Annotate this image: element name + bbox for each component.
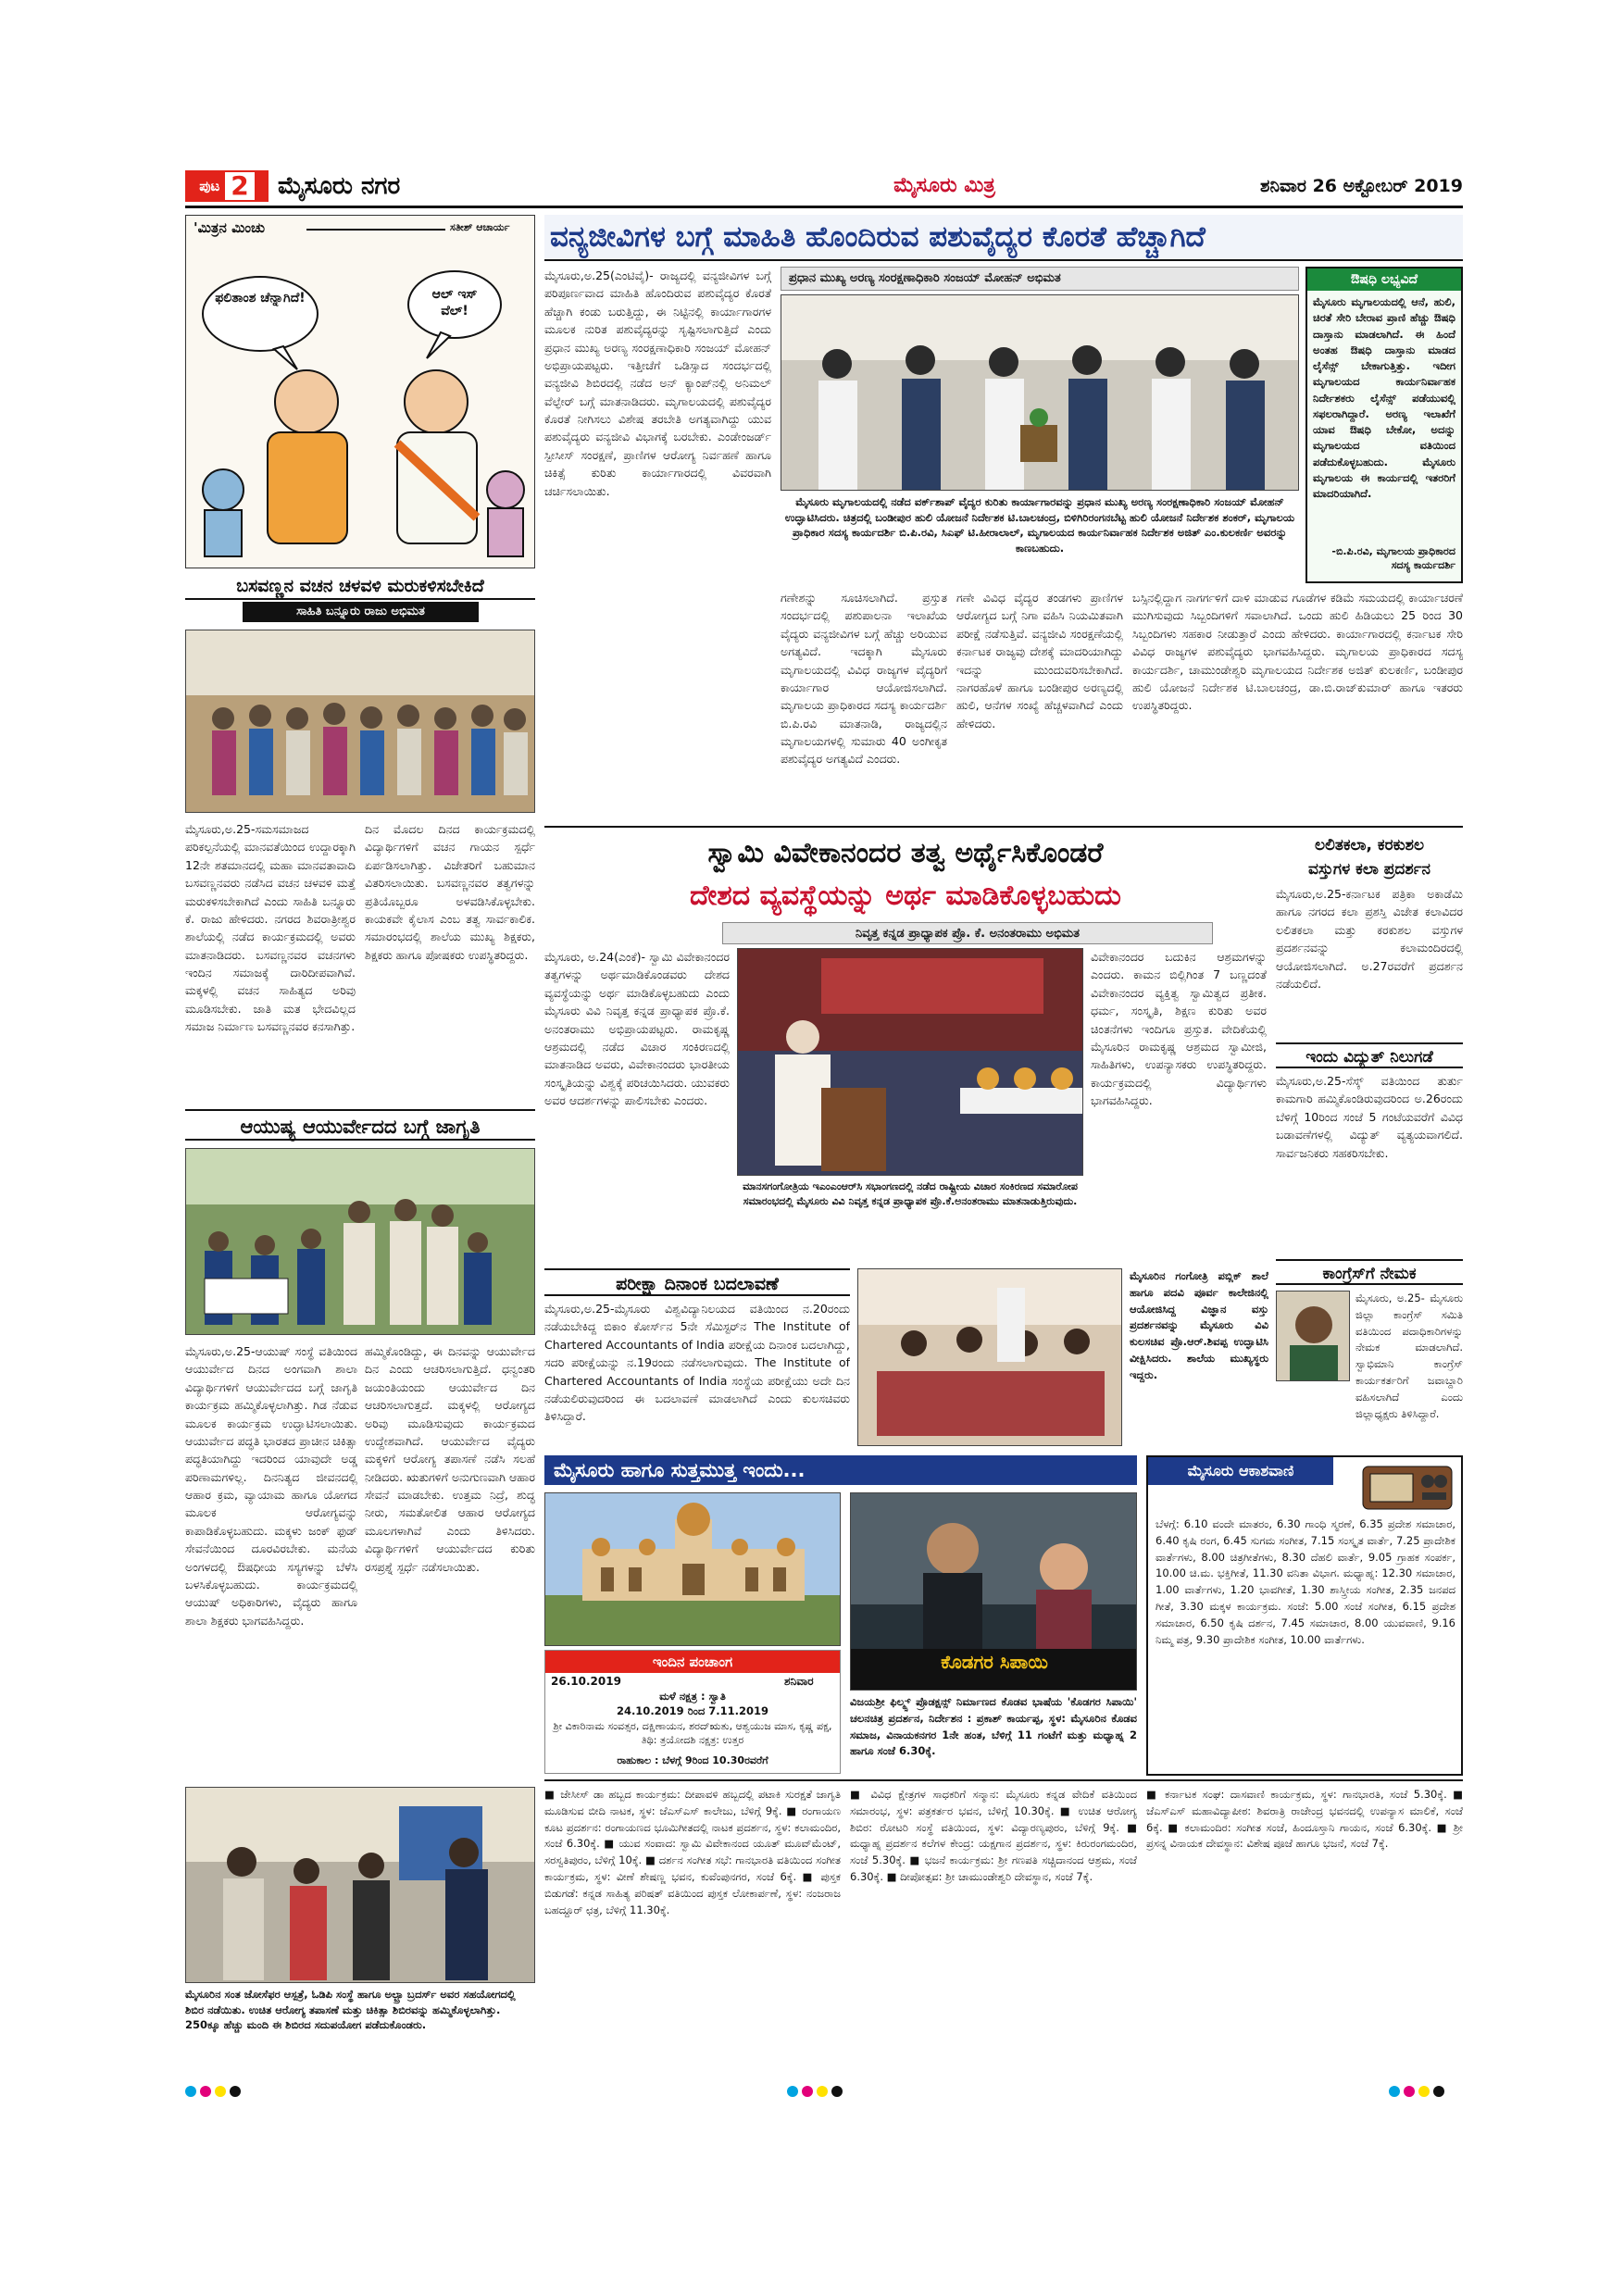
- exam-body: ಮೈಸೂರು,ಅ.25-ಮೈಸೂರು ವಿಶ್ವವಿದ್ಯಾನಿಲಯದ ವತಿಯಿಂದ ನ.20ರಂದು ನಡೆಯಬೇಕಿದ್ದ ಬಿಕಾಂ ಕೋರ್ಸ್‌ನ 5ನೇ ಸೆಮಿಸ್ಟರ್‌ನ The Institute of Chartered Accountants of India ಪರೀಕ್ಷೆಯ ದಿನಾಂಕ ಬದಲಾಗಿದ್ದು, ಸದರಿ ಪರೀಕ್ಷೆಯನ್ನು ನ.19ರಂದು ನಡೆಸಲಾಗುವುದು. The Institute of Chartered Accountants of India ಸಂಸ್ಥೆಯ ಪರೀಕ್ಷೆಯು ಅದೇ ದಿನ ನಡೆಯಲಿರುವುದರಿಂದ ಈ ಬದಲಾವಣೆ ಮಾಡಲಾಗಿದೆ ಎಂದು ಕುಲಸಚಿವರು ತಿಳಿಸಿದ್ದಾರೆ.: [544, 1302, 850, 1424]
- congress-headline: ಕಾಂಗ್ರೆಸ್‌ಗೆ ನೇಮಕ: [1276, 1259, 1463, 1285]
- registration-dots-left: [185, 2083, 259, 2096]
- lead-body-3: ಗಣೇ ವಿವಿಧ ವೈದ್ಯರ ತಂಡಗಳು ಪ್ರಾಣಿಗಳ ಆರೋಗ್ಯದ ಬಗ್ಗೆ ನಿಗಾ ವಹಿಸಿ ನಿಯಮಿತವಾಗಿ ಪರೀಕ್ಷೆ ನಡೆಸುತ್ತಿವೆ. ವನ್ಯಜೀವಿ ಸಂರಕ್ಷಣೆಯಲ್ಲಿ ಕರ್ನಾಟಕ ರಾಜ್ಯವು ದೇಶಕ್ಕೆ ಮಾದರಿಯಾಗಿದ್ದು ಇದನ್ನು ಮುಂದುವರಿಸಬೇಕಾಗಿದೆ. ನಾಗರಹೊಳೆ ಹಾಗೂ ಬಂಡೀಪುರ ಅರಣ್ಯದಲ್ಲಿ ಹುಲಿ, ಆನೆಗಳ ಸಂಖ್ಯೆ ಹೆಚ್ಚಳವಾಗಿದೆ ಎಂದು ಹೇಳಿದರು.: [956, 591, 1123, 730]
- medicine-box: [1305, 267, 1463, 583]
- vivekananda-headline-1: ಸ್ವಾಮಿ ವಿವೇಕಾನಂದರ ತತ್ವ ಅರ್ಥೈಸಿಕೊಂಡರೆ: [707, 837, 1104, 869]
- page-label: ಪುಟ: [199, 178, 220, 194]
- cartoon-bubble-right: ಆಲ್ ಇಸ್ ವೆಲ್!: [431, 287, 478, 319]
- lead-photo: [781, 294, 1299, 491]
- vivekananda-body-1: ಮೈಸೂರು, ಅ.24(ಎಂಕೆ)- ಸ್ವಾಮಿ ವಿವೇಕಾನಂದರ ತತ್ವಗಳನ್ನು ಅರ್ಥಮಾಡಿಕೊಂಡವರು ದೇಶದ ವ್ಯವಸ್ಥೆಯನ್ನು ಅರ್ಥ ಮಾಡಿಕೊಳ್ಳಬಹುದು ಎಂದು ಮೈಸೂರು ವಿವಿ ನಿವೃತ್ತ ಕನ್ನಡ ಪ್ರಾಧ್ಯಾಪಕ ಪ್ರೊ.ಕೆ. ಅನಂತರಾಮು ಅಭಿಪ್ರಾಯಪಟ್ಟರು. ರಾಮಕೃಷ್ಣ ಆಶ್ರಮದಲ್ಲಿ ನಡೆದ ವಿಚಾರ ಸಂಕಿರಣದಲ್ಲಿ ಮಾತನಾಡಿದ ಅವರು, ವಿವೇಕಾನಂದರು ಭಾರತೀಯ ಸಂಸ್ಕೃತಿಯನ್ನು ವಿಶ್ವಕ್ಕೆ ಪರಿಚಯಿಸಿದರು. ಯುವಕರು ಅವರ ಆದರ್ಶಗಳನ್ನು ಪಾಲಿಸಬೇಕು ಎಂದರು.: [544, 950, 730, 1107]
- today-banner: ಮೈಸೂರು ಹಾಗೂ ಸುತ್ತಮುತ್ತ ಇಂದು...: [544, 1455, 1137, 1485]
- group-photo-illustration: [186, 630, 535, 813]
- palace-photo: [544, 1492, 841, 1646]
- today-events-rule: [544, 1779, 1463, 1781]
- vivekananda-body-2: ವಿವೇಕಾನಂದರ ಬದುಕಿನ ಆಶ್ರಮಗಳನ್ನು ಎಂದರು. ಕಾಮನ ಬಿಲ್ಲಿಗಿಂತ 7 ಬಣ್ಣದಂತೆ ವಿವೇಕಾನಂದರ ವ್ಯಕ್ತಿತ್ವ ಸ್ವಾಮಿತ್ವದ ಪ್ರತೀಕ. ಧರ್ಮ, ಸಂಸ್ಕೃತಿ, ಶಿಕ್ಷಣ ಕುರಿತು ಅವರ ಚಿಂತನೆಗಳು ಇಂದಿಗೂ ಪ್ರಸ್ತುತ. ವೇದಿಕೆಯಲ್ಲಿ ಮೈಸೂರಿನ ರಾಮಕೃಷ್ಣ ಆಶ್ರಮದ ಸ್ವಾಮೀಜಿ, ಸಾಹಿತಿಗಳು, ಉಪನ್ಯಾಸಕರು ಉಪಸ್ಥಿತರಿದ್ದರು. ಕಾರ್ಯಕ್ರಮದಲ್ಲಿ ವಿದ್ಯಾರ್ಥಿಗಳು ಭಾಗವಹಿಸಿದ್ದರು.: [1091, 950, 1267, 1107]
- basavanna-photo: [185, 630, 535, 813]
- lead-body-4: ಬಸ್ಸಿನಲ್ಲಿದ್ದಾಗ ನಾಗರ್ಗಳಿಗೆ ದಾಳಿ ಮಾಡುವ ಗೂಡೆಗಳ ಕಡಿಮೆ ಸಮಯದಲ್ಲಿ ಕಾರ್ಯಾಚರಣೆ ಮುಗಿಸುವುದು ಸಿಬ್ಬಂದಿಗಳಿಗೆ ಸವಾಲಾಗಿದೆ. ಒಂದು ಹುಲಿ ಹಿಡಿಯಲು 25 ರಿಂದ 30 ಸಿಬ್ಬಂದಿಗಳು ಸಹಕಾರ ನೀಡುತ್ತಾರೆ ಎಂದು ಹೇಳಿದರು. ಕಾರ್ಯಾಗಾರದಲ್ಲಿ ಕರ್ನಾಟಕ ಸೇರಿ ವಿವಿಧ ರಾಜ್ಯಗಳ ಪಶುವೈದ್ಯರು ಭಾಗವಹಿಸಿದ್ದರು. ಮೃಗಾಲಯ ಪ್ರಾಧಿಕಾರದ ಸದಸ್ಯ ಕಾರ್ಯದರ್ಶಿ, ಚಾಮುಂಡೇಶ್ವರಿ ಮೃಗಾಲಯದ ನಿರ್ದೇಶಕ ಅಜಿತ್ ಕುಲಕರ್ಣಿ, ಬಂಡೀಪುರ ಹುಲಿ ಯೋಜನೆ ನಿರ್ದೇಶಕ ಟಿ.ಬಾಲಚಂದ್ರ, ಡಾ.ಬಿ.ರಾಜ್‌ಕುಮಾರ್ ಹಾಗೂ ಇತರರು ಉಪಸ್ಥಿತರಿದ್ದರು.: [1132, 591, 1463, 713]
- power-cut-body: ಮೈಸೂರು,ಅ.25-ಸೆಸ್ಕ್ ವತಿಯಿಂದ ತುರ್ತು ಕಾಮಗಾರಿ ಹಮ್ಮಿಕೊಂಡಿರುವುದರಿಂದ ಅ.26ರಂದು ಬೆಳಿಗ್ಗೆ 10ರಿಂದ ಸಂಜೆ 5 ಗಂಟೆಯವರೆಗೆ ವಿವಿಧ ಬಡಾವಣೆಗಳಲ್ಲಿ ವಿದ್ಯುತ್ ವ್ಯತ್ಯಯವಾಗಲಿದೆ. ಸಾರ್ವಜನಿಕರು ಸಹಕರಿಸಬೇಕು.: [1276, 1074, 1463, 1160]
- page-header: [185, 168, 1463, 204]
- masthead-rule: [185, 206, 1463, 208]
- panchanga-line-3: ಶ್ರೀ ವಿಕಾರಿನಾಮ ಸಂವತ್ಸರ, ದಕ್ಷಿಣಾಯನ, ಶರದ್ಋತು, ಆಶ್ವಯುಜ ಮಾಸ, ಕೃಷ್ಣ ಪಕ್ಷ, ತಿಥಿ: ತ್ರಯೋದಶಿ ನಕ್ಷತ್ರ: ಉತ್ತರ: [553, 1720, 832, 1747]
- registration-dots-center: [787, 2083, 861, 2096]
- section-title: ಮೈಸೂರು ನಗರ: [278, 172, 401, 200]
- ayurveda-body-1: ಮೈಸೂರು,ಅ.25-ಆಯುಷ್ ಸಂಸ್ಥೆ ವತಿಯಿಂದ ಆಯುರ್ವೇದ ದಿನದ ಅಂಗವಾಗಿ ಶಾಲಾ ವಿದ್ಯಾರ್ಥಿಗಳಿಗೆ ಆಯುರ್ವೇದದ ಬಗ್ಗೆ ಜಾಗೃತಿ ಕಾರ್ಯಕ್ರಮ ಹಮ್ಮಿಕೊಳ್ಳಲಾಗಿತ್ತು. ಗಿಡ ನೆಡುವ ಮೂಲಕ ಕಾರ್ಯಕ್ರಮ ಉದ್ಘಾಟಿಸಲಾಯಿತು. ಆಯುರ್ವೇದ ಪದ್ಧತಿ ಭಾರತದ ಪ್ರಾಚೀನ ಚಿಕಿತ್ಸಾ ಪದ್ಧತಿಯಾಗಿದ್ದು ಇದರಿಂದ ಯಾವುದೇ ಅಡ್ಡ ಪರಿಣಾಮಗಳಿಲ್ಲ. ದಿನನಿತ್ಯದ ಜೀವನದಲ್ಲಿ ಆಹಾರ ಕ್ರಮ, ವ್ಯಾಯಾಮ ಹಾಗೂ ಯೋಗದ ಮೂಲಕ ಆರೋಗ್ಯವನ್ನು ಕಾಪಾಡಿಕೊಳ್ಳಬಹುದು. ಮಕ್ಕಳು ಜಂಕ್ ಫುಡ್ ಸೇವನೆಯಿಂದ ದೂರವಿರಬೇಕು. ಮನೆಯ ಅಂಗಳದಲ್ಲಿ ಔಷಧೀಯ ಸಸ್ಯಗಳನ್ನು ಬೆಳೆಸಿ ಬಳಸಿಕೊಳ್ಳಬಹುದು. ಕಾರ್ಯಕ್ರಮದಲ್ಲಿ ಆಯುಷ್ ಅಧಿಕಾರಿಗಳು, ವೈದ್ಯರು ಹಾಗೂ ಶಾಲಾ ಶಿಕ್ಷಕರು ಭಾಗವಹಿಸಿದ್ದರು.: [185, 1344, 357, 1628]
- lead-body-2: ಗಣೇಶನ್ನು ಸೂಚಿಸಲಾಗಿದೆ. ಪ್ರಸ್ತುತ ಸಂದರ್ಭದಲ್ಲಿ ಪಶುಪಾಲನಾ ಇಲಾಖೆಯ ವೈದ್ಯರು ವನ್ಯಜೀವಿಗಳ ಬಗ್ಗೆ ಹೆಚ್ಚು ಅರಿಯುವ ಅಗತ್ಯವಿದೆ. ಇದಕ್ಕಾಗಿ ಮೈಸೂರು ಮೃಗಾಲಯದಲ್ಲಿ ವಿವಿಧ ರಾಜ್ಯಗಳ ವೈದ್ಯರಿಗೆ ಕಾರ್ಯಾಗಾರ ಆಯೋಜಿಸಲಾಗಿದೆ. ಮೃಗಾಲಯ ಪ್ರಾಧಿಕಾರದ ಸದಸ್ಯ ಕಾರ್ಯದರ್ಶಿ ಬಿ.ಪಿ.ರವಿ ಮಾತನಾಡಿ, ರಾಜ್ಯದಲ್ಲಿನ ಮೃಗಾಲಯಗಳಲ್ಲಿ ಸುಮಾರು 40 ಅಂಗೀಕೃತ ಪಶುವೈದ್ಯರ ಅಗತ್ಯವಿದೆ ಎಂದರು.: [781, 591, 947, 767]
- lalitakala-headline-2: ವಸ್ತುಗಳ ಕಲಾ ಪ್ರದರ್ಶನ: [1308, 860, 1430, 879]
- panchanga-title: ಇಂದಿನ ಪಂಚಾಂಗ: [545, 1651, 840, 1673]
- medicine-box-title: ಔಷಧಿ ಲಭ್ಯವಿದೆ: [1307, 268, 1461, 291]
- lead-body-1: ಮೈಸೂರು,ಅ.25(ಎಂಟಿವೈ)- ರಾಜ್ಯದಲ್ಲಿ ವನ್ಯಜೀವಿಗಳ ಬಗ್ಗೆ ಪರಿಪೂರ್ಣವಾದ ಮಾಹಿತಿ ಹೊಂದಿರುವ ಪಶುವೈದ್ಯರ ಕೊರತೆ ಹೆಚ್ಚಾಗಿ ಕಂಡು ಬರುತ್ತಿದ್ದು, ಈ ನಿಟ್ಟಿನಲ್ಲಿ ಕಾರ್ಯಾಗಾರಗಳ ಮೂಲಕ ನುರಿತ ಪಶುವೈದ್ಯರನ್ನು ಸೃಷ್ಟಿಸಲಾಗುತ್ತಿದೆ ಎಂದು ಪ್ರಧಾನ ಮುಖ್ಯ ಅರಣ್ಯ ಸಂರಕ್ಷಣಾಧಿಕಾರಿ ಸಂಜಯ್ ಮೋಹನ್ ಅಭಿಪ್ರಾಯಪಟ್ಟರು. ಇತ್ತೀಚೆಗೆ ಒಡಿಸ್ಸಾದ ಸಂದರ್ಭದಲ್ಲಿ ವನ್ಯಜೀವಿ ಶಿಬಿರದಲ್ಲಿ ನಡೆದ ಅನ್ ಕ್ಯಾಂಪ್‌ನಲ್ಲಿ ಅನಿಮಲ್ ವೆಲ್ಫೇರ್ ಬಗ್ಗೆ ಮಾತನಾಡಿದರು. ಮೃಗಾಲಯದಲ್ಲಿ ಪಶುವೈದ್ಯರ ಕೊರತೆ ನೀಗಿಸಲು ವಿಶೇಷ ತರಬೇತಿ ಅಗತ್ಯವಾಗಿದ್ದು ಯುವ ಪಶುವೈದ್ಯರು ವನ್ಯಜೀವಿ ವಿಭಾಗಕ್ಕೆ ಬರಬೇಕು. ಎಂಡೇಂಜರ್ಡ್ ಸ್ಪೀಸೀಸ್ ಸಂರಕ್ಷಣೆ, ಪ್ರಾಣಿಗಳ ಆರೋಗ್ಯ ನಿರ್ವಹಣೆ ಹಾಗೂ ಚಿಕಿತ್ಸೆ ಕುರಿತು ಕಾರ್ಯಾಗಾರದಲ್ಲಿ ವಿವರವಾಗಿ ಚರ್ಚಿಸಲಾಯಿತು.: [544, 268, 771, 498]
- lead-photo-caption: ಮೈಸೂರು ಮೃಗಾಲಯದಲ್ಲಿ ನಡೆದ ವರ್ಕ್‌ಶಾಪ್ ವೈದ್ಯರ ಕುರಿತು ಕಾರ್ಯಾಗಾರವನ್ನು ಪ್ರಧಾನ ಮುಖ್ಯ ಅರಣ್ಯ ಸಂರಕ್ಷಣಾಧಿಕಾರಿ ಸಂಜಯ್ ಮೋಹನ್ ಉದ್ಘಾಟಿಸಿದರು. ಚಿತ್ರದಲ್ಲಿ ಬಂಡೀಪುರ ಹುಲಿ ಯೋಜನೆ ನಿರ್ದೇಶಕ ಟಿ.ಬಾಲಚಂದ್ರ, ಬಿಳಿಗಿರಿರಂಗನಬೆಟ್ಟ ಹುಲಿ ಯೋಜನೆ ನಿರ್ದೇಶಕ ಶಂಕರ್, ಮೃಗಾಲಯ ಪ್ರಾಧಿಕಾರ ಸದಸ್ಯ ಕಾರ್ಯದರ್ಶಿ ಬಿ.ಪಿ.ರವಿ, ಸಿಎಫ್ ಟಿ.ಹೀರಾಲಾಲ್, ಮೃಗಾಲಯದ ಕಾರ್ಯನಿರ್ವಾಹಕ ನಿರ್ದೇಶಕ ಅಜಿತ್ ಎಂ.ಕುಲಕರ್ಣಿ ಅವರನ್ನು ಕಾಣಬಹುದು.: [784, 495, 1295, 555]
- officials-lamp-illustration: [781, 295, 1299, 491]
- health-camp-photo: [185, 1787, 535, 1983]
- ayurveda-body-2: ಹಮ್ಮಿಕೊಂಡಿದ್ದು, ಈ ದಿನವನ್ನು ಆಯುರ್ವೇದ ದಿನ ಎಂದು ಆಚರಿಸಲಾಗುತ್ತಿದೆ. ಧನ್ವಂತರಿ ಜಯಂತಿಯಂದು ಆಯುರ್ವೇದ ದಿನ ಆಚರಿಸಲಾಗುತ್ತದೆ. ಮಕ್ಕಳಲ್ಲಿ ಆರೋಗ್ಯದ ಅರಿವು ಮೂಡಿಸುವುದು ಕಾರ್ಯಕ್ರಮದ ಉದ್ದೇಶವಾಗಿದೆ. ಆಯುರ್ವೇದ ವೈದ್ಯರು ಮಕ್ಕಳಿಗೆ ಆರೋಗ್ಯ ತಪಾಸಣೆ ನಡೆಸಿ ಸಲಹೆ ನೀಡಿದರು. ಋತುಗಳಿಗೆ ಅನುಗುಣವಾಗಿ ಆಹಾರ ಸೇವನೆ ಮಾಡಬೇಕು. ಉತ್ತಮ ನಿದ್ರೆ, ಶುದ್ಧ ನೀರು, ಸಮತೋಲಿತ ಆಹಾರ ಆರೋಗ್ಯದ ಮೂಲಗಳಾಗಿವೆ ಎಂದು ತಿಳಿಸಿದರು. ವಿದ್ಯಾರ್ಥಿಗಳಿಗೆ ಆಯುರ್ವೇದದ ಕುರಿತು ರಸಪ್ರಶ್ನೆ ಸ್ಪರ್ಧೆ ನಡೆಸಲಾಯಿತು.: [365, 1344, 535, 1574]
- power-cut-headline: ಇಂದು ವಿದ್ಯುತ್ ನಿಲುಗಡೆ: [1276, 1042, 1463, 1068]
- film-poster-title: ಕೊಡಗರ ಸಿಪಾಯಿ: [941, 1651, 1048, 1673]
- radio-box: [1146, 1455, 1463, 1776]
- events-column-3: ■ ಕರ್ನಾಟಕ ಸಂಘ: ದಾಸವಾಣಿ ಕಾರ್ಯಕ್ರಮ, ಸ್ಥಳ: ಗಾನಭಾರತಿ, ಸಂಜೆ 5.30ಕ್ಕೆ. ■ ಜೆಎಸ್ಎಸ್ ಮಹಾವಿದ್ಯಾಪೀಠ: ಶಿವರಾತ್ರಿ ರಾಜೇಂದ್ರ ಭವನದಲ್ಲಿ ಉಪನ್ಯಾಸ ಮಾಲಿಕೆ, ಸಂಜೆ 6ಕ್ಕೆ. ■ ಕಲಾಮಂದಿರ: ಸಂಗೀತ ಸಂಜೆ, ಹಿಂದೂಸ್ತಾನಿ ಗಾಯನ, ಸಂಜೆ 6.30ಕ್ಕೆ. ■ ಶ್ರೀ ಪ್ರಸನ್ನ ವಿನಾಯಕ ದೇವಸ್ಥಾನ: ವಿಶೇಷ ಪೂಜೆ ಹಾಗೂ ಭಜನೆ, ಸಂಜೆ 7ಕ್ಕೆ.: [1146, 1788, 1463, 1851]
- lalitakala-body: ಮೈಸೂರು,ಅ.25-ಕರ್ನಾಟಕ ಪತ್ರಿಕಾ ಅಕಾಡೆಮಿ ಹಾಗೂ ನಗರದ ಕಲಾ ಪ್ರಶಸ್ತಿ ವಿಜೇತ ಕಲಾವಿದರ ಲಲಿತಕಲಾ ಮತ್ತು ಕರಕುಶಲ ವಸ್ತುಗಳ ಪ್ರದರ್ಶನವನ್ನು ಕಲಾಮಂದಿರದಲ್ಲಿ ಆಯೋಜಿಸಲಾಗಿದೆ. ಅ.27ರವರೆಗೆ ಪ್ರದರ್ಶನ ನಡೆಯಲಿದೆ.: [1276, 887, 1463, 991]
- congress-body: ಮೈಸೂರು, ಅ.25- ಮೈಸೂರು ಜಿಲ್ಲಾ ಕಾಂಗ್ರೆಸ್ ಸಮಿತಿ ವತಿಯಿಂದ ಪದಾಧಿಕಾರಿಗಳನ್ನು ನೇಮಕ ಮಾಡಲಾಗಿದೆ. ಸ್ವಾಭಿಮಾನಿ ಕಾಂಗ್ರೆಸ್ ಕಾರ್ಯಕರ್ತರಿಗೆ ಜವಾಬ್ದಾರಿ ವಹಿಸಲಾಗಿದೆ ಎಂದು ಜಿಲ್ಲಾಧ್ಯಕ್ಷರು ತಿಳಿಸಿದ್ದಾರೆ.: [1355, 1292, 1463, 1420]
- seminar-stage-illustration: [738, 949, 1083, 1176]
- basavanna-body-1: ಮೈಸೂರು,ಅ.25-ಸಮಸಮಾಜದ ಪರಿಕಲ್ಪನೆಯಲ್ಲಿ ಮಾನವತೆಯಿಂದ ಉದ್ದಾರಕ್ಕಾಗಿ 12ನೇ ಶತಮಾನದಲ್ಲಿ ಮಹಾ ಮಾನವತಾವಾದಿ ಬಸವಣ್ಣನವರು ನಡೆಸಿದ ವಚನ ಚಳವಳಿ ಮತ್ತೆ ಮರುಕಳಿಸಬೇಕಾಗಿದೆ ಎಂದು ಸಾಹಿತಿ ಬನ್ನೂರು ಕೆ. ರಾಜು ಹೇಳಿದರು. ನಗರದ ಶಿವರಾತ್ರೀಶ್ವರ ಶಾಲೆಯಲ್ಲಿ ನಡೆದ ಕಾರ್ಯಕ್ರಮದಲ್ಲಿ ಅವರು ಮಾತನಾಡಿದರು. ಬಸವಣ್ಣನವರ ವಚನಗಳು ಇಂದಿನ ಸಮಾಜಕ್ಕೆ ದಾರಿದೀಪವಾಗಿವೆ. ಮಕ್ಕಳಲ್ಲಿ ವಚನ ಸಾಹಿತ್ಯದ ಅರಿವು ಮೂಡಿಸಬೇಕು. ಜಾತಿ ಮತ ಭೇದವಿಲ್ಲದ ಸಮಾಜ ನಿರ್ಮಾಣ ಬಸವಣ್ಣನವರ ಕನಸಾಗಿತ್ತು.: [185, 822, 356, 1034]
- portrait-illustration: [1277, 1292, 1350, 1381]
- exam-headline: ಪರೀಕ್ಷಾ ದಿನಾಂಕ ಬದಲಾವಣೆ: [544, 1268, 850, 1296]
- panchanga-day: ಶನಿವಾರ: [784, 1675, 814, 1688]
- cartoon-panel: [185, 215, 535, 568]
- congress-portrait: [1276, 1291, 1350, 1381]
- page-label-tag: [185, 170, 269, 202]
- paper-name: ಮೈಸೂರು ಮಿತ್ರ: [893, 174, 995, 197]
- lead-headline-rule: [544, 259, 1463, 261]
- events-column-1: ■ ಜೇಸೀಸ್ ಡಾ ಹಬ್ಬದ ಕಾರ್ಯಕ್ರಮ: ದೀಪಾವಳಿ ಹಬ್ಬದಲ್ಲಿ ಪಟಾಕಿ ಸುರಕ್ಷತೆ ಜಾಗೃತಿ ಮೂಡಿಸುವ ಬೀದಿ ನಾಟಕ, ಸ್ಥಳ: ಜೆಎಸ್ಎಸ್ ಕಾಲೇಜು, ಬೆಳಿಗ್ಗೆ 9ಕ್ಕೆ. ■ ರಂಗಾಯಣ ಕೂಟ ಪ್ರದರ್ಶನ: ರಂಗಾಯಣದ ಭೂಮಿಗೀತದಲ್ಲಿ ನಾಟಕ ಪ್ರದರ್ಶನ, ಸ್ಥಳ: ಕಲಾಮಂದಿರ, ಸಂಜೆ 6.30ಕ್ಕೆ. ■ ಯುವ ಸಂವಾದ: ಸ್ವಾಮಿ ವಿವೇಕಾನಂದ ಯೂತ್ ಮೂವ್‌ಮೆಂಟ್, ಸರಸ್ವತಿಪುರಂ, ಬೆಳಿಗ್ಗೆ 10ಕ್ಕೆ. ■ ದರ್ಶನ ಸಂಗೀತ ಸಭೆ: ಗಾನಭಾರತಿ ವತಿಯಿಂದ ಸಂಗೀತ ಕಾರ್ಯಕ್ರಮ, ಸ್ಥಳ: ವೀಣೆ ಶೇಷಣ್ಣ ಭವನ, ಕುವೆಂಪುನಗರ, ಸಂಜೆ 6ಕ್ಕೆ. ■ ಪುಸ್ತಕ ಬಿಡುಗಡೆ: ಕನ್ನಡ ಸಾಹಿತ್ಯ ಪರಿಷತ್ ವತಿಯಿಂದ ಪುಸ್ತಕ ಲೋಕಾರ್ಪಣೆ, ಸ್ಥಳ: ನಂಜರಾಜ ಬಹದ್ದೂರ್ ಛತ್ರ, ಬೆಳಿಗ್ಗೆ 11.30ಕ್ಕೆ.: [544, 1788, 841, 1916]
- lalitakala-headline-1: ಲಲಿತಕಲಾ, ಕರಕುಶಲ: [1315, 836, 1424, 855]
- radio-set-icon: [1361, 1461, 1454, 1513]
- mysore-palace-illustration: [545, 1493, 841, 1646]
- vivekananda-photo: [737, 948, 1083, 1176]
- radio-title: ಮೈಸೂರು ಆಕಾಶವಾಣಿ: [1148, 1457, 1333, 1485]
- panchanga-date: 26.10.2019: [551, 1675, 621, 1688]
- basavanna-headline: ಬಸವಣ್ಣನ ವಚನ ಚಳವಳಿ ಮರುಕಳಿಸಬೇಕಿದೆ: [185, 572, 535, 600]
- vivekananda-caption: ಮಾನಸಗಂಗೋತ್ರಿಯ ಇಎಂಎಂಆರ್‌ಸಿ ಸಭಾಂಗಣದಲ್ಲಿ ನಡೆದ ರಾಷ್ಟ್ರೀಯ ವಿಚಾರ ಸಂಕಿರಣದ ಸಮಾರೋಪ ಸಮಾರಂಭದಲ್ಲಿ ಮೈಸೂರು ವಿವಿ ನಿವೃತ್ತ ಕನ್ನಡ ಪ್ರಾಧ್ಯಾಪಕ ಪ್ರೊ.ಕೆ.ಅನಂತರಾಮು ಮಾತನಾಡುತ್ತಿರುವುದು.: [743, 1180, 1078, 1207]
- vivekananda-headline-2: ದೇಶದ ವ್ಯವಸ್ಥೆಯನ್ನು ಅರ್ಥ ಮಾಡಿಕೊಳ್ಳಬಹುದು: [690, 880, 1121, 912]
- vivekananda-sub: ನಿವೃತ್ತ ಕನ್ನಡ ಪ್ರಾಧ್ಯಾಪಕ ಪ್ರೊ. ಕೆ. ಅನಂತರಾಮು ಅಭಿಮತ: [722, 922, 1213, 944]
- gangotri-photo: [857, 1268, 1122, 1446]
- cartoon-title: 'ಮಿತ್ರನ ಮಿಂಚು: [194, 219, 266, 236]
- film-caption: ವಿಜಯಶ್ರೀ ಫಿಲ್ಮ್ಸ್ ಪ್ರೊಡಕ್ಷನ್ಸ್ ನಿರ್ಮಾಣದ ಕೊಡವ ಭಾಷೆಯ 'ಕೊಡಗರ ಸಿಪಾಯಿ' ಚಲನಚಿತ್ರ ಪ್ರದರ್ಶನ, ನಿರ್ದೇಶನ : ಪ್ರಕಾಶ್ ಕಾರ್ಯಪ್ಪ, ಸ್ಥಳ: ಮೈಸೂರಿನ ಕೊಡವ ಸಮಾಜ, ವಿನಾಯಕನಗರ 1ನೇ ಹಂತ, ಬೆಳಿಗ್ಗೆ 11 ಗಂಟೆಗೆ ಮತ್ತು ಮಧ್ಯಾಹ್ನ 2 ಹಾಗೂ ಸಂಜೆ 6.30ಕ್ಕೆ.: [850, 1695, 1137, 1758]
- science-exhibition-illustration: [858, 1269, 1122, 1446]
- lead-sub-banner: ಪ್ರಧಾನ ಮುಖ್ಯ ಅರಣ್ಯ ಸಂರಕ್ಷಣಾಧಿಕಾರಿ ಸಂಜಯ್ ಮೋಹನ್ ಅಭಿಮತ: [781, 267, 1299, 291]
- medicine-box-sign: -ಬಿ.ಪಿ.ರವಿ, ಮೃಗಾಲಯ ಪ್ರಾಧಿಕಾರದ ಸದಸ್ಯ ಕಾರ್ಯದರ್ಶಿ: [1331, 545, 1455, 572]
- basavanna-body-2: ದಿನ ಮೊದಲ ದಿನದ ಕಾರ್ಯಕ್ರಮದಲ್ಲಿ ವಿದ್ಯಾರ್ಥಿಗಳಿಗೆ ವಚನ ಗಾಯನ ಸ್ಪರ್ಧೆ ಏರ್ಪಡಿಸಲಾಗಿತ್ತು. ವಿಜೇತರಿಗೆ ಬಹುಮಾನ ವಿತರಿಸಲಾಯಿತು. ಬಸವಣ್ಣನವರ ತತ್ವಗಳನ್ನು ಪ್ರತಿಯೊಬ್ಬರೂ ಅಳವಡಿಸಿಕೊಳ್ಳಬೇಕು. ಕಾಯಕವೇ ಕೈಲಾಸ ಎಂಬ ತತ್ವ ಸಾರ್ವಕಾಲಿಕ. ಸಮಾರಂಭದಲ್ಲಿ ಶಾಲೆಯ ಮುಖ್ಯ ಶಿಕ್ಷಕರು, ಶಿಕ್ಷಕರು ಹಾಗೂ ಪೋಷಕರು ಉಪಸ್ಥಿತರಿದ್ದರು.: [365, 822, 535, 962]
- lead-headline: ವನ್ಯಜೀವಿಗಳ ಬಗ್ಗೆ ಮಾಹಿತಿ ಹೊಂದಿರುವ ಪಶುವೈದ್ಯರ ಕೊರತೆ ಹೆಚ್ಚಾಗಿದೆ: [544, 215, 1463, 259]
- health-camp-illustration: [186, 1788, 535, 1983]
- tree-planting-illustration: [186, 1149, 535, 1335]
- events-column-2: ■ ವಿವಿಧ ಕ್ಷೇತ್ರಗಳ ಸಾಧಕರಿಗೆ ಸನ್ಮಾನ: ಮೈಸೂರು ಕನ್ನಡ ವೇದಿಕೆ ವತಿಯಿಂದ ಸಮಾರಂಭ, ಸ್ಥಳ: ಪತ್ರಕರ್ತರ ಭವನ, ಬೆಳಿಗ್ಗೆ 10.30ಕ್ಕೆ. ■ ಉಚಿತ ಆರೋಗ್ಯ ಶಿಬಿರ: ರೋಟರಿ ಸಂಸ್ಥೆ ವತಿಯಿಂದ, ಸ್ಥಳ: ವಿದ್ಯಾರಣ್ಯಪುರಂ, ಬೆಳಿಗ್ಗೆ 9ಕ್ಕೆ. ■ ಮಧ್ಯಾಹ್ನ ಪ್ರದರ್ಶನ ಕಲೆಗಳ ಕೇಂದ್ರ: ಯಕ್ಷಗಾನ ಪ್ರದರ್ಶನ, ಸ್ಥಳ: ಕಿರುರಂಗಮಂದಿರ, ಸಂಜೆ 5.30ಕ್ಕೆ. ■ ಭಜನೆ ಕಾರ್ಯಕ್ರಮ: ಶ್ರೀ ಗಣಪತಿ ಸಚ್ಚಿದಾನಂದ ಆಶ್ರಮ, ಸಂಜೆ 6.30ಕ್ಕೆ. ■ ದೀಪೋತ್ಸವ: ಶ್ರೀ ಚಾಮುಂಡೇಶ್ವರಿ ದೇವಸ್ಥಾನ, ಸಂಜೆ 7ಕ್ಕೆ.: [850, 1788, 1137, 1884]
- film-poster: [850, 1492, 1137, 1691]
- panchanga-line-4: ರಾಹುಕಾಲ : ಬೆಳಗ್ಗೆ 9ರಿಂದ 10.30ರವರೆಗೆ: [617, 1754, 768, 1766]
- panchanga-line-2: 24.10.2019 ರಿಂದ 7.11.2019: [616, 1704, 769, 1717]
- cartoon-artist: ಸತೀಶ್ ಆಚಾರ್ಯ: [450, 221, 510, 233]
- cartoon-bubble-left: ಫಲಿತಾಂಶ ಚೆನ್ನಾಗಿದೆ!: [215, 291, 306, 306]
- medicine-box-body: ಮೈಸೂರು ಮೃಗಾಲಯದಲ್ಲಿ ಆನೆ, ಹುಲಿ, ಚಿರತೆ ಸೇರಿ ಬೇರಾವ ಪ್ರಾಣಿ ಹೆಚ್ಚು ಔಷಧಿ ದಾಸ್ತಾನು ಮಾಡಲಾಗಿದೆ. ಈ ಹಿಂದೆ ಅಂತಹ ಔಷಧಿ ದಾಸ್ತಾನು ಮಾಡದ ಲೈಸೆನ್ಸ್ ಬೇಕಾಗುತ್ತಿತ್ತು. ಇದೀಗ ಮೃಗಾಲಯದ ಕಾರ್ಯನಿರ್ವಾಹಕ ನಿರ್ದೇಶಕರು ಲೈಸೆನ್ಸ್ ಪಡೆಯುವಲ್ಲಿ ಸಫಲರಾಗಿದ್ದಾರೆ. ಅರಣ್ಯ ಇಲಾಖೆಗೆ ಯಾವ ಔಷಧಿ ಬೇಕೋ, ಅದನ್ನು ಮೃಗಾಲಯದ ವತಿಯಿಂದ ಪಡೆದುಕೊಳ್ಳಬಹುದು. ಮೈಸೂರು ಮೃಗಾಲಯ ಈ ಕಾರ್ಯದಲ್ಲಿ ಇತರರಿಗೆ ಮಾದರಿಯಾಗಿದೆ.: [1313, 295, 1455, 500]
- ayurveda-headline: ಆಯುಷ್ಯ ಆಯುರ್ವೇದದ ಬಗ್ಗೆ ಜಾಗೃತಿ: [185, 1109, 535, 1141]
- gangotri-body: ಮೈಸೂರಿನ ಗಂಗೋತ್ರಿ ಪಬ್ಲಿಕ್ ಶಾಲೆ ಹಾಗೂ ಪದವಿ ಪೂರ್ವ ಕಾಲೇಜಿನಲ್ಲಿ ಆಯೋಜಿಸಿದ್ದ ವಿಜ್ಞಾನ ವಸ್ತು ಪ್ರದರ್ಶನವನ್ನು ಮೈಸೂರು ವಿವಿ ಕುಲಸಚಿವ ಪ್ರೊ.ಆರ್.ಶಿವಪ್ಪ ಉದ್ಘಾಟಿಸಿ ವೀಕ್ಷಿಸಿದರು. ಶಾಲೆಯ ಮುಖ್ಯಸ್ಥರು ಇದ್ದರು.: [1130, 1269, 1268, 1381]
- panchanga-box: [544, 1650, 841, 1774]
- page-number: 2: [225, 172, 254, 200]
- issue-date: ಶನಿವಾರ 26 ಅಕ್ಟೋಬರ್ 2019: [1260, 176, 1463, 196]
- health-camp-caption: ಮೈಸೂರಿನ ಸಂತ ಜೋಸೆಫರ ಆಸ್ಪತ್ರೆ, ಓಡಿಪಿ ಸಂಸ್ಥೆ ಹಾಗೂ ಅಲ್ಟ್ರಾ ಬ್ರದರ್ಸ್ ಅವರ ಸಹಯೋಗದಲ್ಲಿ ಶಿಬಿರ ನಡೆಯಿತು. ಉಚಿತ ಆರೋಗ್ಯ ತಪಾಸಣೆ ಮತ್ತು ಚಿಕಿತ್ಸಾ ಶಿಬಿರವನ್ನು ಹಮ್ಮಿಕೊಳ್ಳಲಾಗಿತ್ತು. 250ಕ್ಕೂ ಹೆಚ್ಚು ಮಂದಿ ಈ ಶಿಬಿರದ ಸದುಪಯೋಗ ಪಡೆದುಕೊಂಡರು.: [185, 1988, 516, 2032]
- lead-story-bottom-rule: [544, 826, 1463, 828]
- ayurveda-photo: [185, 1148, 535, 1335]
- basavanna-sub: ಸಾಹಿತಿ ಬನ್ನೂರು ರಾಜು ಅಭಿಮತ: [243, 602, 479, 622]
- cartoon-title-rule: [306, 229, 445, 231]
- registration-dots-right: [1389, 2083, 1463, 2096]
- radio-body: ಬೆಳಗ್ಗೆ: 6.10 ವಂದೇ ಮಾತರಂ, 6.30 ಗಾಂಧಿ ಸ್ಮರಣೆ, 6.35 ಪ್ರದೇಶ ಸಮಾಚಾರ, 6.40 ಕೃಷಿ ರಂಗ, 6.45 ಸುಗಮ ಸಂಗೀತ, 7.15 ಸಂಸ್ಕೃತ ವಾರ್ತೆ, 7.25 ಪ್ರಾದೇಶಿಕ ವಾರ್ತೆಗಳು, 8.00 ಚಿತ್ರಗೀತೆಗಳು, 8.30 ದೆಹಲಿ ವಾರ್ತೆ, 9.05 ಗ್ರಾಹಕ ಸಂಪರ್ಕ, 10.00 ಚಿ.ಮ. ಭಕ್ತಿಗೀತೆ, 11.30 ವನಿತಾ ವಿಭಾಗ. ಮಧ್ಯಾಹ್ನ: 12.30 ಸಮಾಚಾರ, 1.00 ವಾರ್ತೆಗಳು, 1.20 ಭಾವಗೀತೆ, 1.30 ಶಾಸ್ತ್ರೀಯ ಸಂಗೀತ, 2.35 ಜನಪದ ಗೀತೆ, 3.30 ಮಕ್ಕಳ ಕಾರ್ಯಕ್ರಮ. ಸಂಜೆ: 5.00 ಸಂಜೆ ಸಂಗೀತ, 6.15 ಪ್ರದೇಶ ಸಮಾಚಾರ, 6.50 ಕೃಷಿ ದರ್ಶನ, 7.45 ಸಮಾಚಾರ, 8.00 ಯುವವಾಣಿ, 9.16 ನಿಮ್ಮ ಪತ್ರ, 9.30 ಪ್ರಾದೇಶಿಕ ಸಂಗೀತ, 10.00 ವಾರ್ತೆಗಳು.: [1156, 1517, 1455, 1646]
- panchanga-line-1: ಮಳೆ ನಕ್ಷತ್ರ : ಸ್ವಾತಿ: [659, 1690, 726, 1703]
